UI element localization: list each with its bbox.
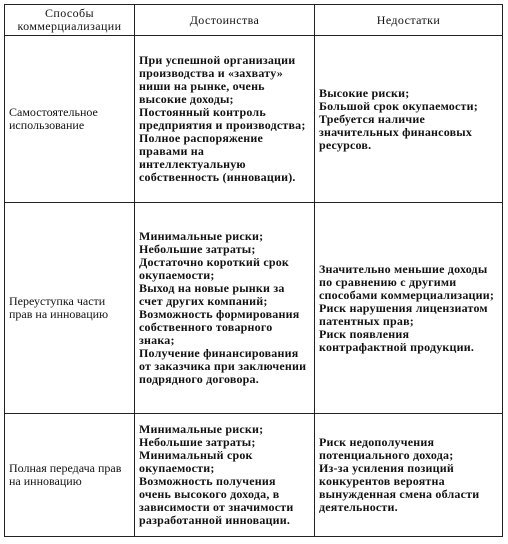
advantage-item: Возможность получения очень высокого дохода, в зависимости от значимости разработанной инновации. <box>139 473 294 527</box>
advantage-item: При успешной организации производства и «захвату» ниши на рынке, очень высокие доходы; <box>139 53 296 107</box>
disadvantage-item: Высокие риски; <box>319 85 410 100</box>
disadvantage-item: Риск недополучения потенциального дохода; <box>319 434 454 462</box>
advantages-cell <box>135 413 315 536</box>
disadvantages-cell <box>315 413 503 536</box>
header-advantages: Достоинства <box>135 5 315 36</box>
advantages-cell <box>135 203 315 413</box>
table-row <box>5 36 503 203</box>
method-cell: Переуступка части прав на инновацию <box>5 203 135 413</box>
disadvantage-item: Большой срок окупаемости; <box>319 98 478 113</box>
advantages-cell <box>135 36 315 203</box>
table-row <box>5 203 503 413</box>
disadvantage-item: Риск появления контрафактной продукции. <box>319 326 475 354</box>
advantage-item: Возможность формирования собственного товарного знака; <box>139 307 300 348</box>
disadvantage-item: Из-за усиления позиций конкурентов вероятна вынужденная смена области деятельности. <box>319 460 480 514</box>
advantage-item: Минимальные риски; <box>139 229 264 244</box>
advantage-item: Небольшие затраты; <box>139 434 256 449</box>
disadvantage-item: Значительно меньшие доходы по сравнению с другими способами коммерциализации; <box>319 261 495 302</box>
disadvantages-cell <box>315 36 503 203</box>
disadvantage-item: Требуется наличие значительных финансовых ресурсов. <box>319 111 473 152</box>
advantage-item: Достаточно короткий срок окупаемости; <box>139 255 290 283</box>
advantage-item: Минимальные риски; <box>139 421 264 436</box>
disadvantage-item: Риск нарушения лицензиатом патентных прав; <box>319 300 488 328</box>
commercialization-table <box>4 4 503 537</box>
table-row <box>5 413 503 536</box>
advantage-item: Небольшие затраты; <box>139 242 256 257</box>
method-cell: Полная передача прав на инновацию <box>5 413 135 536</box>
method-cell: Самостоятельное использование <box>5 36 135 203</box>
header-row <box>5 5 503 36</box>
advantage-item: Постоянный контроль предприятия и производства; <box>139 105 306 133</box>
advantage-item: Минимальный срок окупаемости; <box>139 447 253 475</box>
header-methods: Способы коммерциализации <box>5 5 135 36</box>
header-disadvantages: Недостатки <box>315 5 503 36</box>
disadvantages-cell <box>315 203 503 413</box>
advantage-item: Выход на новые рынки за счет других компаний; <box>139 281 285 309</box>
advantage-item: Получение финансирования от заказчика при заключении подрядного договора. <box>139 346 307 387</box>
advantage-item: Полное распоряжение правами на интеллектуальную собственность (инновации). <box>139 131 296 185</box>
